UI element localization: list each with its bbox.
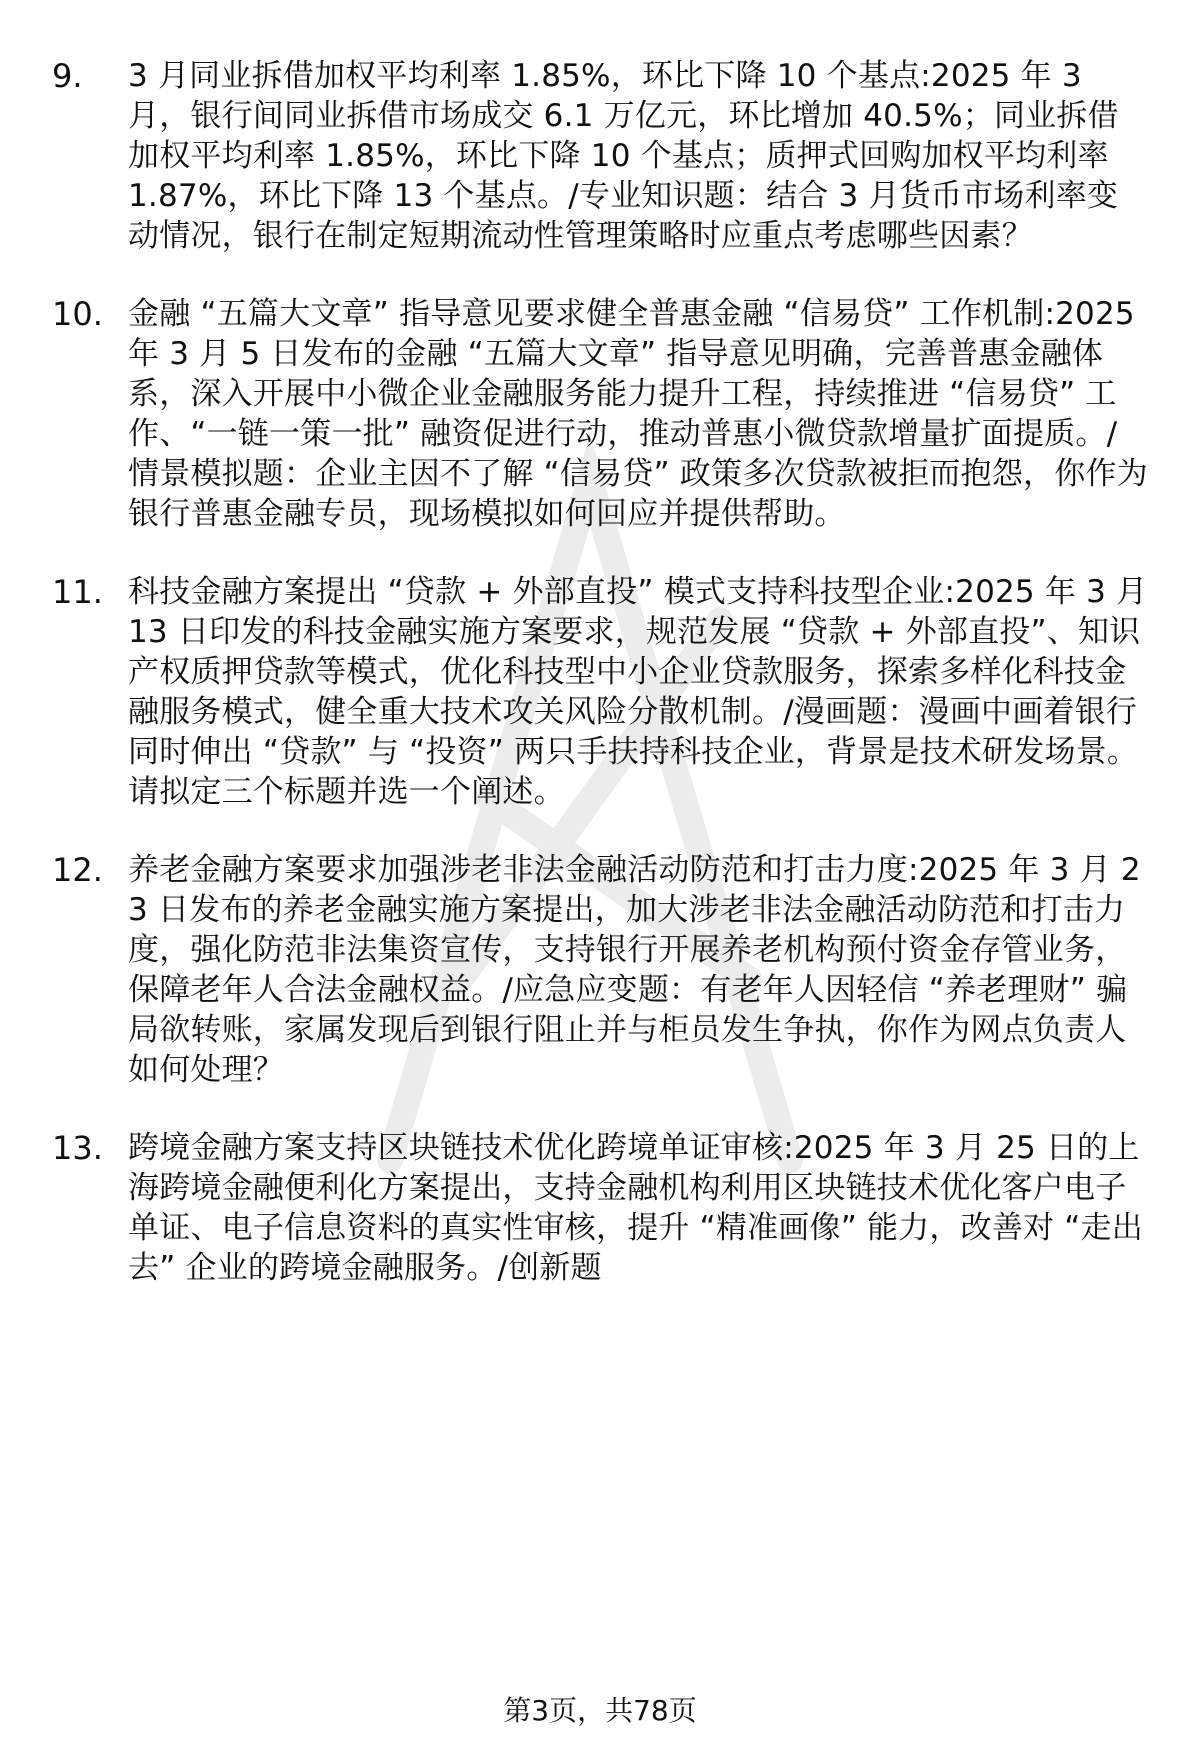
question-number: 13. — [52, 1129, 103, 1167]
question-text: 科技金融方案提出 “贷款 + 外部直投” 模式支持科技型企业:2025 年 3 月 13 日印发的科技金融实施方案要求，规范发展 “贷款 + 外部直投”、知识产权质押贷款等模式，优化科技型中小企业贷款服务，探索多样化科技金融服务模式，健全重大技术攻关风险分散机制。/漫画题：漫画中画着银行同时伸出 “贷款” 与 “投资” 两只手扶持科技企业，背景是技术研发场景。请拟定三个标题并选一个阐述。 — [128, 574, 1148, 810]
question-number: 11. — [52, 573, 103, 611]
question-item-13 — [0, 1128, 1200, 1288]
question-number: 10. — [52, 295, 103, 333]
question-item-11 — [0, 572, 1200, 812]
question-item-9 — [0, 56, 1200, 256]
question-list — [0, 56, 1200, 1326]
question-number: 9. — [52, 57, 83, 95]
question-text: 3 月同业拆借加权平均利率 1.85%，环比下降 10 个基点:2025 年 3 月，银行间同业拆借市场成交 6.1 万亿元，环比增加 40.5%；同业拆借加权平均利率 1.85%，环比下降 10 个基点；质押式回购加权平均利率 1.87%，环比下降 13 个基点。/专业知识题：结合 3 月货币市场利率变动情况，银行在制定短期流动性管理策略时应重点考虑哪些因素？ — [128, 58, 1119, 254]
question-item-12 — [0, 850, 1200, 1090]
question-text: 跨境金融方案支持区块链技术优化跨境单证审核:2025 年 3 月 25 日的上海跨境金融便利化方案提出，支持金融机构利用区块链技术优化客户电子单证、电子信息资料的真实性审核，提升 “精准画像” 能力，改善对 “走出去” 企业的跨境金融服务。/创新题 — [128, 1130, 1143, 1286]
question-text: 养老金融方案要求加强涉老非法金融活动防范和打击力度:2025 年 3 月 23 日发布的养老金融实施方案提出，加大涉老非法金融活动防范和打击力度，强化防范非法集资宣传，支持银行开展养老机构预付资金存管业务，保障老年人合法金融权益。/应急应变题：有老年人因轻信 “养老理财” 骗局欲转账，家属发现后到银行阻止并与柜员发生争执，你作为网点负责人如何处理？ — [128, 852, 1141, 1088]
page-footer: 第3页，共78页 — [503, 1694, 697, 1727]
question-number: 12. — [52, 851, 103, 889]
question-item-10 — [0, 294, 1200, 534]
question-text: 金融 “五篇大文章” 指导意见要求健全普惠金融 “信易贷” 工作机制:2025 年 3 月 5 日发布的金融 “五篇大文章” 指导意见明确，完善普惠金融体系，深入开展中小微企业金融服务能力提升工程，持续推进 “信易贷” 工作、“一链一策一批” 融资促进行动，推动普惠小微贷款增量扩面提质。/情景模拟题：企业主因不了解 “信易贷” 政策多次贷款被拒而抱怨，你作为银行普惠金融专员，现场模拟如何回应并提供帮助。 — [128, 296, 1148, 532]
